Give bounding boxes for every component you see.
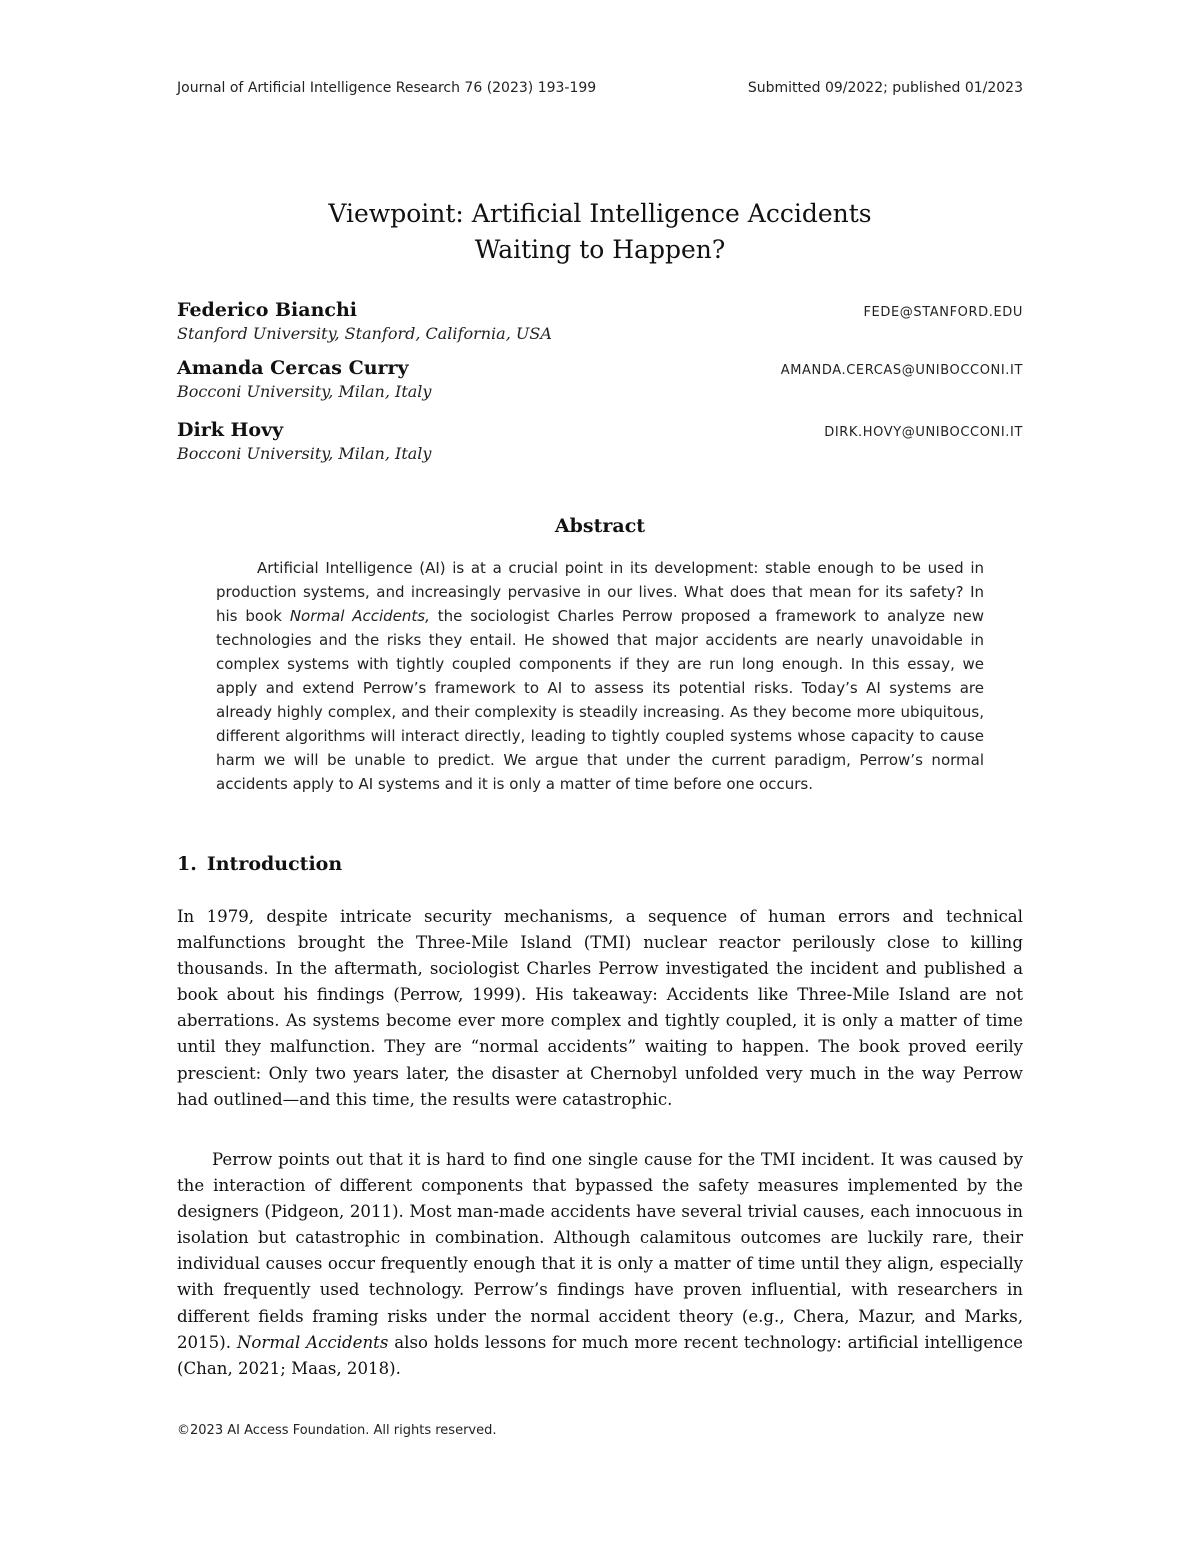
author-block-3 — [177, 419, 1023, 463]
author-name: Amanda Cercas Curry — [177, 357, 409, 379]
author-name: Dirk Hovy — [177, 419, 284, 441]
author-email: FEDE@STANFORD.EDU — [863, 305, 1023, 320]
journal-citation: Journal of Artificial Intelligence Research 76 (2023) 193-199 — [177, 80, 597, 96]
author-name: Federico Bianchi — [177, 299, 357, 321]
intro-paragraph-2 — [177, 1147, 1023, 1382]
author-affiliation: Stanford University, Stanford, California, USA — [177, 324, 552, 343]
title-line-1: Viewpoint: Artificial Intelligence Accidents — [328, 199, 872, 228]
paper-title — [0, 196, 1200, 268]
author-affiliation: Bocconi University, Milan, Italy — [177, 444, 432, 463]
copyright-footer: ©2023 AI Access Foundation. All rights reserved. — [177, 1423, 497, 1438]
author-block-2 — [177, 357, 1023, 401]
abstract-heading: Abstract — [554, 515, 646, 537]
submission-dates: Submitted 09/2022; published 01/2023 — [747, 80, 1023, 96]
author-block-1 — [177, 299, 1023, 343]
abstract-text — [216, 556, 984, 796]
section-heading-introduction — [177, 853, 342, 875]
intro-paragraph-1: In 1979, despite intricate security mechanisms, a sequence of human errors and technical malfunctions brought the Three-Mile Island (TMI) nuclear reactor perilously close to killing thousands. In the aftermath, sociologist Charles Perrow investigated the incident and published a book about his findings (Perrow, 1999). His takeaway: Accidents like Three-Mile Island are not aberrations. As systems become ever more complex and tightly coupled, it is only a matter of time until they malfunction. They are “normal accidents” waiting to happen. The book proved eerily prescient: Only two years later, the disaster at Chernobyl unfolded very much in the way Perrow had outlined—and this time, the results were catastrophic. — [177, 907, 1023, 1109]
paragraph-2-part-1: Perrow points out that it is hard to find one single cause for the TMI incident. It was caused by the interaction of different components that bypassed the safety measures implemented by the designers (Pidgeon, 2011). Most man-made accidents have several trivial causes, each innocuous in isolation but catastrophic in combination. Although calamitous outcomes are luckily rare, their individual causes occur frequently enough that it is only a matter of time until they align, especially with frequently used technology. Perrow’s findings have proven influential, with researchers in different fields framing risks under the normal accident theory (e.g., Chera, Mazur, and Marks, 2015). — [177, 1150, 1023, 1352]
abstract-text-part-2: the sociologist Charles Perrow proposed a framework to analyze new technologies and the risks they entail. He showed that major accidents are nearly unavoidable in complex systems with tightly coupled components if they are run long enough. In this essay, we apply and extend Perrow’s framework to AI to assess its potential risks. Today’s AI systems are already highly complex, and their complexity is steadily increasing. As they become more ubiquitous, different algorithms will interact directly, leading to tightly coupled systems whose capacity to cause harm we will be unable to predict. We argue that under the current paradigm, Perrow’s normal accidents apply to AI systems and it is only a matter of time before one occurs. — [216, 607, 984, 793]
author-email: DIRK.HOVY@UNIBOCCONI.IT — [824, 425, 1023, 440]
title-line-2: Waiting to Happen? — [474, 235, 726, 264]
section-title: Introduction — [206, 853, 343, 875]
running-header — [177, 80, 1023, 96]
abstract-text-part-1: Artificial Intelligence (AI) is at a crucial point in its development: stable enough to be used in production systems, and increasingly pervasive in our lives. What does that mean for its safety? In his book — [216, 559, 984, 625]
book-title-italic: Normal Accidents — [236, 1332, 389, 1352]
section-number: 1. — [177, 853, 197, 875]
paragraph-2-part-2: also holds lessons for much more recent technology: artificial intelligence (Chan, 2021; Maas, 2018). — [177, 1332, 1023, 1378]
author-affiliation: Bocconi University, Milan, Italy — [177, 382, 432, 401]
book-title-italic: Normal Accidents, — [289, 607, 430, 625]
author-email: AMANDA.CERCAS@UNIBOCCONI.IT — [780, 363, 1023, 378]
